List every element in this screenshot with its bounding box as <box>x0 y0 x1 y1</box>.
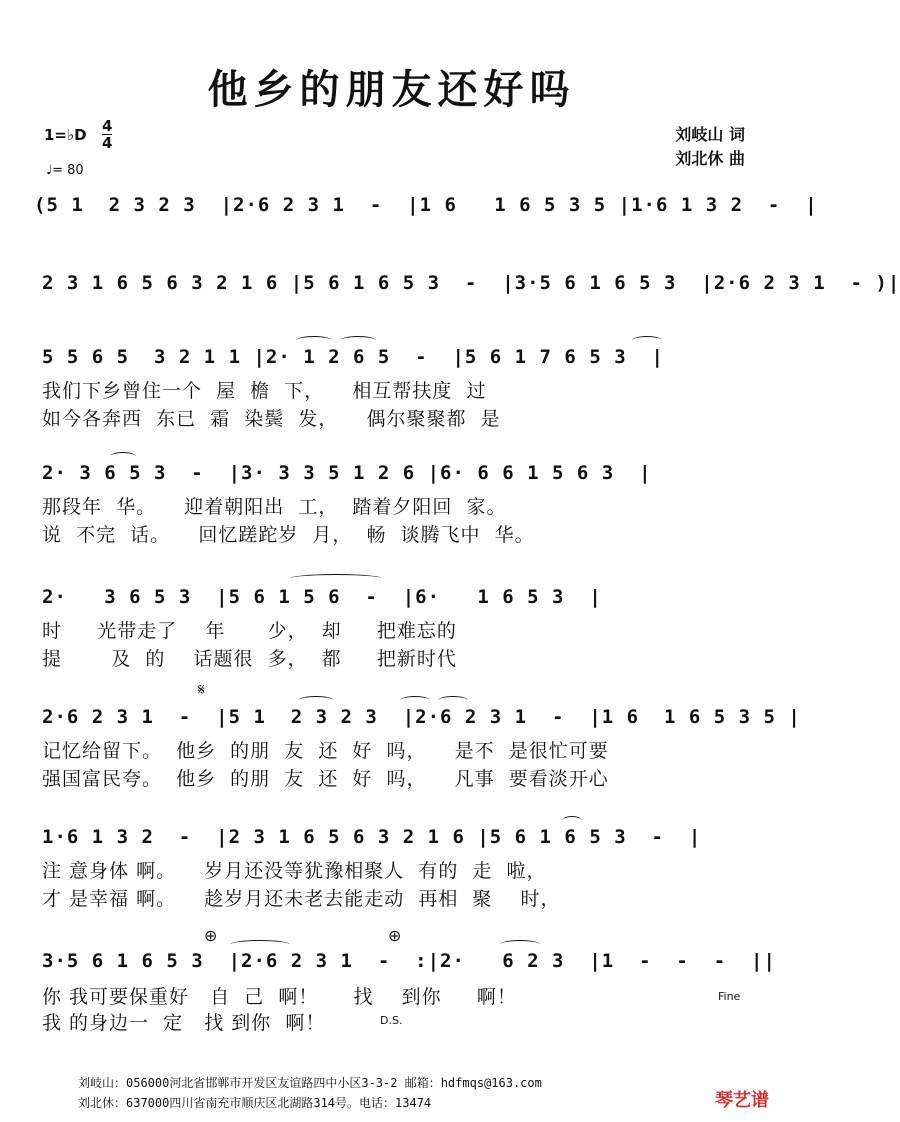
score-row-2-notes: 2 3 1 6 5 6 3 2 1 6 |5 6 1 6 5 3 - |3·5 6 1 6 5 3 |2·6 2 3 1 - )| <box>42 272 900 294</box>
tie-slur <box>438 696 468 705</box>
score-row-3-notes: 5 5 6 5 3 2 1 1 |2· 1 2 6 5 - |5 6 1 7 6 5 3 | <box>42 346 664 368</box>
coda-sign-1: ⊕ <box>204 926 218 945</box>
score-row-8-lyrics-2: 我 的身边一 定 找 到你 啊！ <box>42 1012 326 1034</box>
segno-sign: 𝄋 <box>198 680 205 699</box>
score-row-7-lyrics-2: 才 是幸福 啊。 趁岁月还未老去能走动 再相 聚 时， <box>42 888 561 910</box>
score-row-3-lyrics-1: 我们下乡曾住一个 屋 檐 下， 相互帮扶度 过 <box>42 380 487 402</box>
footer-line-2: 刘北休：637000四川省南充市顺庆区北湖路314号。电话：13474 <box>78 1096 432 1110</box>
score-row-6-lyrics-1: 记忆给留下。 他乡 的朋 友 还 好 吗， 是不 是很忙可要 <box>42 740 609 762</box>
tie-slur <box>298 696 334 705</box>
tie-slur <box>562 816 582 825</box>
ds-mark: D.S. <box>380 1014 403 1027</box>
coda-sign-2: ⊕ <box>388 926 402 945</box>
tie-slur <box>290 574 382 583</box>
score-row-7-notes: 1·6 1 3 2 - |2 3 1 6 5 6 3 2 1 6 |5 6 1 6 5 3 - | <box>42 826 702 848</box>
time-bottom: 4 <box>102 134 113 152</box>
lyricist-credit: 刘岐山 词 <box>675 125 745 144</box>
tie-slur <box>340 336 376 345</box>
score-row-4-lyrics-2: 说 不完 话。 回忆蹉跎岁 月， 畅 谈腾飞中 华。 <box>42 524 535 546</box>
score-row-8-notes: 3·5 6 1 6 5 3 |2·6 2 3 1 - :|2· 6 2 3 |1 - - - || <box>42 950 776 972</box>
score-row-6-notes: 2·6 2 3 1 - |5 1 2 3 2 3 |2·6 2 3 1 - |1 6 1 6 5 3 5 | <box>42 706 801 728</box>
score-row-6-lyrics-2: 强国富民夸。 他乡 的朋 友 还 好 吗， 凡事 要看淡开心 <box>42 768 609 790</box>
score-row-8-lyrics-1: 你 我可要保重好 自 己 啊！ 找 到你 啊！ <box>42 986 517 1008</box>
score-row-5-lyrics-1: 时 光带走了 年 少， 却 把难忘的 <box>42 620 457 642</box>
tempo-marking: ♩= 80 <box>46 163 84 178</box>
tie-slur <box>110 452 136 461</box>
score-row-1-notes: (5 1 2 3 2 3 |2·6 2 3 1 - |1 6 1 6 5 3 5 |1·6 1 3 2 - | <box>34 194 818 216</box>
tie-slur <box>632 336 662 345</box>
composer-credit: 刘北休 曲 <box>675 149 745 168</box>
time-signature <box>102 118 112 151</box>
score-row-7-lyrics-1: 注 意身体 啊。 岁月还没等犹豫相聚人 有的 走 啦， <box>42 860 547 882</box>
tie-slur <box>296 336 332 345</box>
score-row-3-lyrics-2: 如今各奔西 东已 霜 染鬓 发， 偶尔聚聚都 是 <box>42 408 501 430</box>
score-row-5-lyrics-2: 提 及 的 话题很 多， 都 把新时代 <box>42 648 457 670</box>
tie-slur <box>400 696 430 705</box>
score-row-5-notes: 2· 3 6 5 3 |5 6 1 5 6 - |6· 1 6 5 3 | <box>42 586 602 608</box>
fine-mark: Fine <box>718 990 741 1003</box>
footer-line-1: 刘岐山：056000河北省邯郸市开发区友谊路四中小区3-3-2 邮箱：hdfmqs@163.com <box>78 1076 542 1090</box>
score-row-4-notes: 2· 3 6 5 3 - |3· 3 3 5 1 2 6 |6· 6 6 1 5 6 3 | <box>42 462 652 484</box>
site-logo: 琴艺谱 <box>715 1090 769 1111</box>
key-signature: 1=♭D <box>44 126 87 144</box>
time-top: 4 <box>102 117 113 135</box>
score-row-4-lyrics-1: 那段年 华。 迎着朝阳出 工， 踏着夕阳回 家。 <box>42 496 507 518</box>
song-title: 他乡的朋友还好吗 <box>207 67 576 113</box>
tie-slur <box>500 940 540 949</box>
tie-slur <box>230 940 290 949</box>
